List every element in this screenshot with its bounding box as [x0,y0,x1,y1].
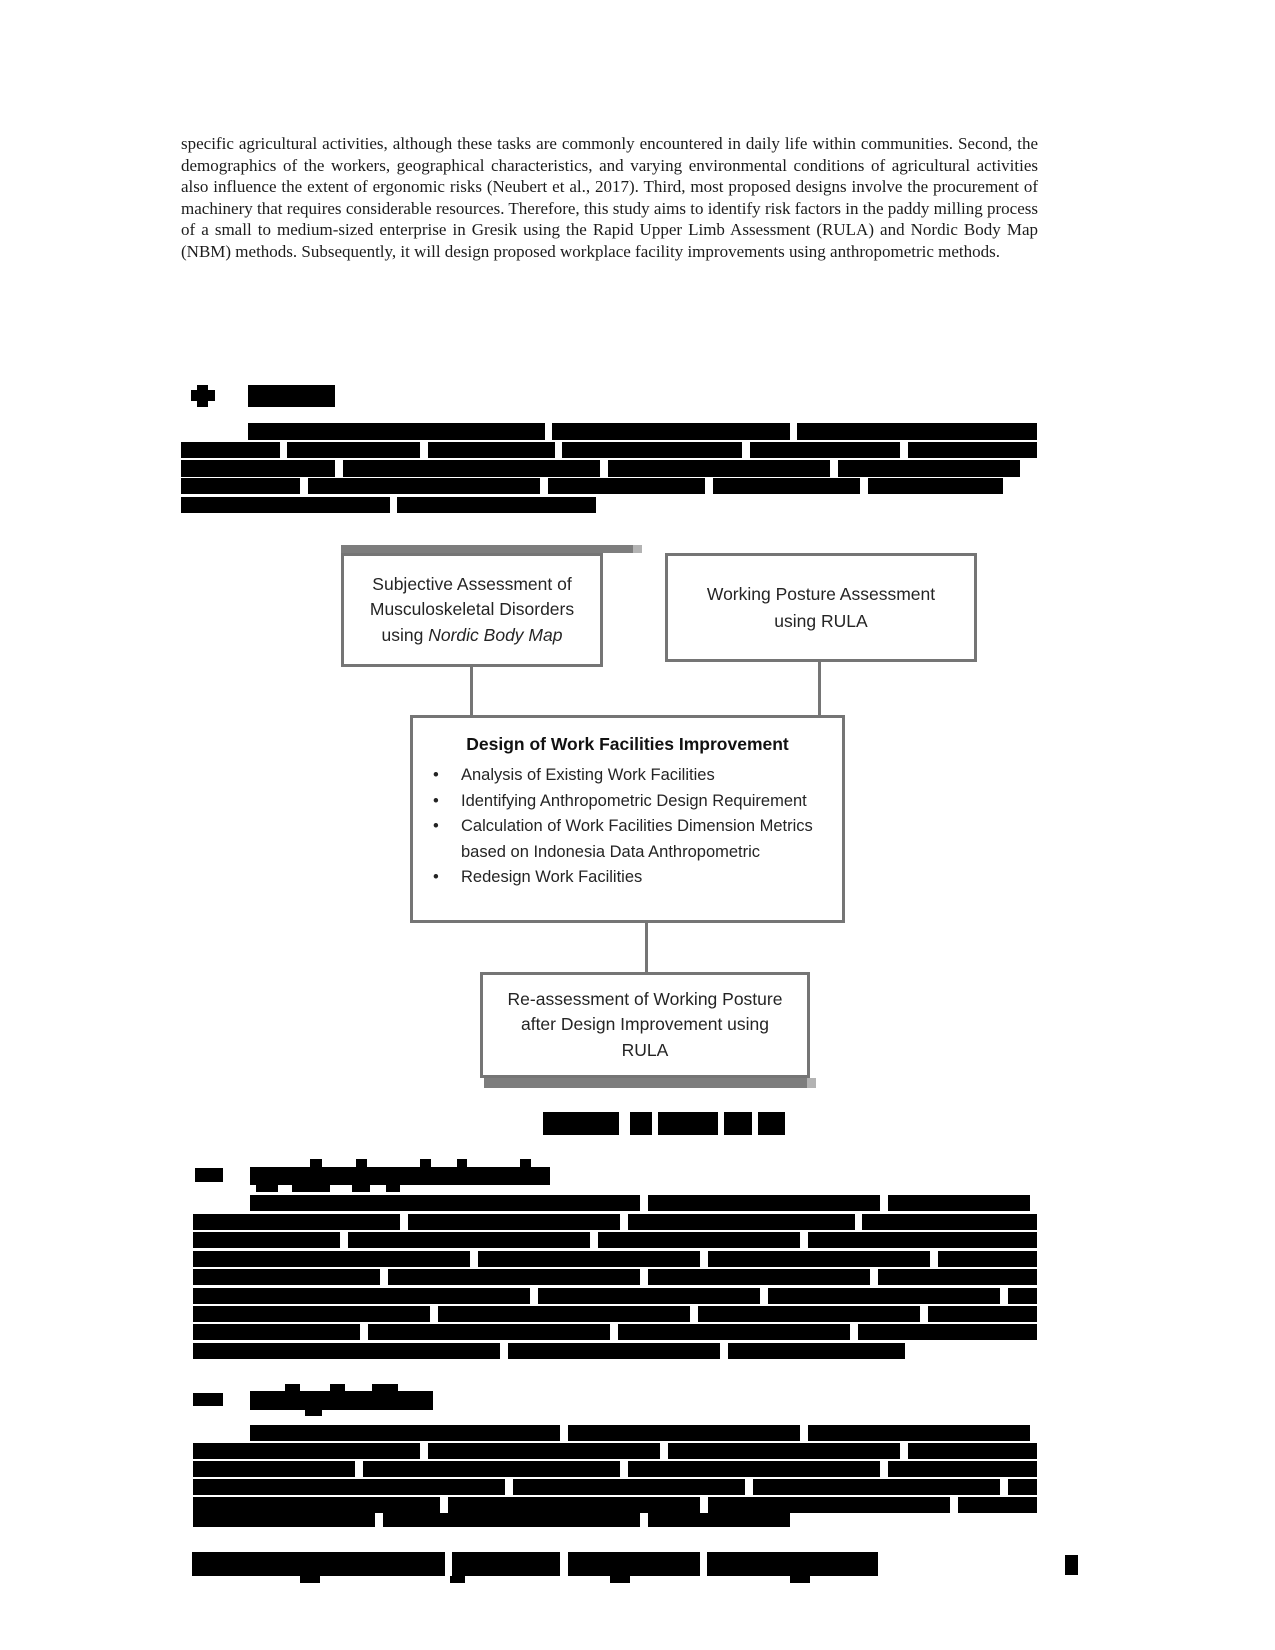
redaction-bar [287,442,420,458]
redaction-bar [181,460,335,477]
bullet-item [433,865,832,891]
redaction-bar [610,1576,630,1583]
redaction-bar [248,385,335,407]
redaction-bar [452,1552,560,1576]
box1-line1: Subjective Assessment of [372,573,572,594]
flowchart-box-nbm-assessment [341,553,603,667]
redaction-bar [628,1214,855,1230]
redaction-bar [428,1443,660,1459]
redaction-bar [193,1324,360,1340]
redaction-bar [552,423,790,440]
redaction-bar [858,1324,1037,1340]
redaction-bar [648,1513,790,1527]
bullet-item [433,763,832,789]
redaction-bar [868,478,1003,494]
redaction-bar [724,1112,752,1135]
redaction-bar [728,1343,905,1359]
bullet-icon: • [433,817,439,836]
redaction-bar [750,442,900,458]
redaction-bar [538,1288,760,1304]
redaction-bar [250,1167,550,1185]
redaction-bar [928,1306,1037,1322]
redaction-bar [958,1497,1037,1513]
redaction-bar [397,497,596,513]
redaction-bar [181,497,390,513]
redaction-bar [448,1497,700,1513]
connector-box1-to-box3 [470,665,473,717]
redaction-bar [450,1576,465,1583]
bullet-text: Calculation of Work Facilities Dimension Metrics based on Indonesia Data Anthropometric [461,817,813,861]
redaction-bar [648,1195,880,1211]
redaction-bar [193,1288,530,1304]
box4-line3: RULA [621,1039,669,1060]
redaction-bar [808,1232,1037,1248]
redaction-bar [568,1552,700,1576]
redaction-bar [192,1552,445,1576]
redaction-bar [938,1251,1037,1267]
redaction-bar [386,1185,400,1192]
redaction-bar [438,1306,690,1322]
box1-line2: Musculoskeletal Disorders [369,599,575,620]
redaction-bar [352,1185,370,1192]
redaction-bar [908,442,1037,458]
redaction-bar [383,1513,640,1527]
redaction-bar [1008,1288,1037,1304]
box2-line1: Working Posture Assessment [706,584,936,605]
redaction-bar [292,1185,330,1192]
redaction-bar [363,1461,620,1477]
redaction-bar [193,1251,470,1267]
redaction-bar [428,442,555,458]
box1-line3 [344,623,600,648]
intro-paragraph: specific agricultural activities, although these tasks are commonly encountered in daily life within communities. Second, the demographics of the workers, geographical characteristics, and varying environmental conditions of agricultural activities also influence the extent of ergonomic risks (Neubert et al., 2017). Third, most proposed designs involve the procurement of machinery that requires considerable resources. Therefore, this study aims to identify risk factors in the paddy milling process of a small to medium-sized enterprise in Gresik using the Rapid Upper Limb Assessment (RULA) and Nordic Body Map (NBM) methods. Subsequently, it will design proposed workplace facility improvements using anthropometric methods. [181,134,1038,261]
redaction-bar [543,1112,619,1135]
redaction-bar [420,1159,431,1167]
bullet-text: Redesign Work Facilities [461,868,643,887]
redaction-bar [193,1343,500,1359]
redaction-bar [562,442,742,458]
redaction-bar [698,1306,920,1322]
redaction-bar [408,1214,620,1230]
redaction-bar [368,1324,610,1340]
redaction-bar [250,1391,433,1410]
redaction-bar [668,1443,900,1459]
redaction-bar [343,460,600,477]
redaction-bar [310,1159,322,1167]
redaction-bar [808,1425,1030,1441]
redaction-bar [181,478,300,494]
bullet-text: Identifying Anthropometric Design Requirement [461,791,807,810]
redaction-bar [508,1343,720,1359]
redaction-bar [193,1269,380,1285]
redaction-bar [193,1306,430,1322]
redaction-bar [908,1443,1037,1459]
box1-line3-italic: Nordic Body Map [428,624,563,645]
redaction-bar [768,1288,1000,1304]
redaction-bar [838,460,1020,477]
redaction-bar [708,1251,930,1267]
connector-box2-to-box3 [818,660,821,717]
bullet-icon: • [433,868,439,887]
redaction-bar [300,1576,320,1583]
redaction-bar [191,390,215,401]
redaction-bar [520,1159,531,1167]
redaction-bar [372,1384,398,1391]
flowchart-box-rula-assessment [665,553,977,662]
redaction-bar [181,442,280,458]
redaction-bar [608,460,830,477]
redaction-bar [193,1393,223,1406]
redaction-bar [758,1112,785,1135]
flowchart-box-reassessment [480,972,810,1078]
redaction-bar [308,478,540,494]
bullet-item [433,814,832,865]
flowchart-box-design-improvement [410,715,845,923]
bullet-item [433,789,832,815]
redaction-bar [193,1443,420,1459]
redaction-bar [888,1461,1037,1477]
redaction-bar [598,1232,800,1248]
redaction-bar [862,1214,1037,1230]
redaction-bar [1065,1555,1078,1575]
redaction-bar [790,1576,810,1583]
redaction-bar [478,1251,700,1267]
redaction-bar [513,1479,745,1495]
redaction-bar [797,423,1037,440]
redaction-bar [193,1479,505,1495]
redaction-bar [1008,1479,1037,1495]
box1-line3-prefix: using [381,624,429,645]
redaction-bar [305,1410,322,1416]
box2-line2: using RULA [774,610,868,631]
redaction-bar [248,423,545,440]
box3-bullet-list [413,763,842,891]
redaction-bar [193,1461,355,1477]
redaction-bar [707,1552,878,1576]
redaction-bar [713,478,860,494]
redaction-bar [628,1461,880,1477]
redaction-bar [256,1185,278,1192]
redaction-bar [356,1159,367,1167]
redaction-bar [630,1112,652,1135]
redaction-bar [193,1513,375,1527]
redaction-bar [250,1195,640,1211]
box4-line2: after Design Improvement using [520,1014,770,1035]
redaction-bar [285,1384,300,1391]
redaction-bar [648,1269,870,1285]
redaction-bar [193,1497,440,1513]
redaction-bar [193,1214,400,1230]
redaction-bar [888,1195,1030,1211]
redaction-bar [388,1269,640,1285]
bullet-icon: • [433,766,439,784]
bullet-text: Analysis of Existing Work Facilities [461,766,715,784]
redaction-bar [457,1159,467,1167]
redaction-bar [658,1112,718,1135]
redaction-bar [568,1425,800,1441]
redaction-bar [878,1269,1037,1285]
box3-title: Design of Work Facilities Improvement [466,734,789,754]
redaction-bar [548,478,705,494]
redaction-bar [618,1324,850,1340]
bullet-icon: • [433,791,439,810]
redaction-bar [330,1384,345,1391]
redaction-bar [753,1479,1000,1495]
redaction-bar [195,1168,223,1182]
connector-box3-to-box4 [645,921,648,974]
redaction-bar [250,1425,560,1441]
box4-line1: Re-assessment of Working Posture [507,988,783,1009]
redaction-bar [708,1497,950,1513]
redaction-bar [193,1232,340,1248]
redaction-bar [348,1232,590,1248]
